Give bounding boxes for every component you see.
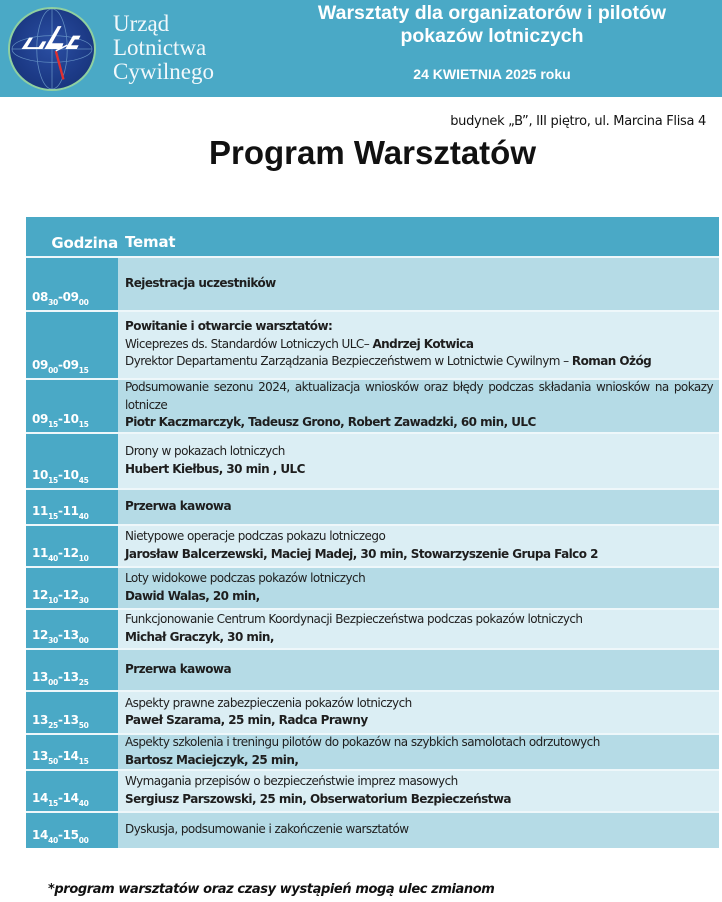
topic-cell <box>118 735 719 769</box>
topic-line: Dawid Walas, 20 min, <box>125 588 260 603</box>
topic-line: Funkcjonowanie Centrum Koordynacji Bezpieczeństwa podczas pokazów lotniczych <box>125 612 583 626</box>
topic-line: Wymagania przepisów o bezpieczeństwie imprez masowych <box>125 774 458 788</box>
topic-line: Powitanie i otwarcie warsztatów: <box>125 319 333 334</box>
topic-cell <box>118 526 719 566</box>
topic-cell <box>118 568 719 608</box>
topic-cell <box>118 692 719 733</box>
topic-cell <box>118 258 719 310</box>
table-row <box>26 733 719 769</box>
topic-line: Przerwa kawowa <box>125 498 232 513</box>
logo-line: Lotnictwa <box>113 35 207 60</box>
table-row <box>26 310 719 378</box>
table-row <box>26 690 719 733</box>
event-title-line: pokazów lotniczych <box>400 25 584 47</box>
topic-cell <box>118 380 719 432</box>
table-row <box>26 566 719 608</box>
time-cell: 12 $^{30}$ -13 $^{00}$ <box>26 610 118 648</box>
topic-line: Dyskusja, podsumowanie i zakończenie warsztatów <box>125 822 409 837</box>
logo-wordmark <box>113 12 214 84</box>
topic-cell <box>118 610 719 648</box>
topic-line: Loty widokowe podczas pokazów lotniczych <box>125 571 366 585</box>
topic-line: Hubert Kiełbus, 30 min , ULC <box>125 461 305 476</box>
time-cell: 13 $^{25}$ -13 $^{50}$ <box>26 692 118 733</box>
time-cell: 13 $^{50}$ -14 $^{15}$ <box>26 735 118 769</box>
table-row <box>26 378 719 432</box>
time-cell: 11 $^{15}$ -11 $^{40}$ <box>26 490 118 524</box>
topic-line: Dyrektor Departamentu Zarządzania Bezpieczeństwem w Lotnictwie Cywilnym – Roman Ożóg <box>125 354 652 369</box>
topic-line: Drony w pokazach lotniczych <box>125 444 285 458</box>
topic-cell <box>118 650 719 690</box>
event-date: 24 KWIETNIA 2025 roku <box>413 66 571 82</box>
table-row <box>26 256 719 310</box>
topic-cell <box>118 490 719 524</box>
table-row <box>26 488 719 524</box>
event-title <box>262 2 722 48</box>
time-cell: 11 $^{40}$ -12 $^{10}$ <box>26 526 118 566</box>
topic-line: Jarosław Balcerzewski, Maciej Madej, 30 min, Stowarzyszenie Grupa Falco 2 <box>125 546 598 561</box>
page-title: Program Warsztatów <box>208 134 536 171</box>
topic-cell <box>118 813 719 848</box>
topic-line: Nietypowe operacje podczas pokazu lotniczego <box>125 529 386 543</box>
logo-line: Cywilnego <box>113 59 214 84</box>
table-row <box>26 524 719 566</box>
logo-line: Urząd <box>113 11 170 36</box>
topic-line: Wiceprezes ds. Standardów Lotniczych ULC– Andrzej Kotwica <box>125 336 474 351</box>
table-row <box>26 608 719 648</box>
time-cell: 14 $^{40}$ -15 $^{00}$ <box>26 813 118 848</box>
topic-line: Podsumowanie sezonu 2024, aktualizacja wniosków oraz błędy podczas składania wniosków na pokazy lotnicze <box>125 380 713 412</box>
table-header <box>26 217 719 256</box>
topic-cell <box>118 312 719 378</box>
topic-line: Paweł Szarama, 25 min, Radca Prawny <box>125 713 368 727</box>
table-row <box>26 811 719 848</box>
time-cell: 08 $^{30}$ -09 $^{00}$ <box>26 258 118 310</box>
header-banner <box>0 0 722 97</box>
topic-cell <box>118 434 719 488</box>
topic-line: Sergiusz Parszowski, 25 min, Obserwatorium Bezpieczeństwa <box>125 791 511 806</box>
time-cell: 14 $^{15}$ -14 $^{40}$ <box>26 771 118 811</box>
topic-line: Przerwa kawowa <box>125 661 232 676</box>
time-cell: 10 $^{15}$ -10 $^{45}$ <box>26 434 118 488</box>
topic-line: Aspekty prawne zabezpieczenia pokazów lotniczych <box>125 695 412 710</box>
time-cell: 09 $^{00}$ -09 $^{15}$ <box>26 312 118 378</box>
topic-line: Aspekty szkolenia i treningu pilotów do pokazów na szybkich samolotach odrzutowych <box>125 735 600 749</box>
column-header-topic: Temat <box>125 233 176 251</box>
footnote: *program warsztatów oraz czasy wystąpień mogą ulec zmianom <box>48 882 495 897</box>
time-cell: 13 $^{00}$ -13 $^{25}$ <box>26 650 118 690</box>
table-row <box>26 432 719 488</box>
schedule-table <box>26 217 719 848</box>
column-header-time: Godzina <box>26 217 118 256</box>
topic-line: Rejestracja uczestników <box>125 275 276 290</box>
time-cell: 12 $^{10}$ -12 $^{30}$ <box>26 568 118 608</box>
ulc-logo-icon <box>8 7 96 91</box>
topic-line: Bartosz Maciejczyk, 25 min, <box>125 752 299 767</box>
time-cell: 09 $^{15}$ -10 $^{15}$ <box>26 380 118 432</box>
topic-cell <box>118 771 719 811</box>
venue-address: budynek „B”, III piętro, ul. Marcina Flisa 4 <box>450 114 706 129</box>
topic-line: Piotr Kaczmarczyk, Tadeusz Grono, Robert Zawadzki, 60 min, ULC <box>125 415 536 430</box>
topic-line: Michał Graczyk, 30 min, <box>125 629 274 644</box>
table-row <box>26 769 719 811</box>
table-row <box>26 648 719 690</box>
event-title-line: Warsztaty dla organizatorów i pilotów <box>317 2 667 24</box>
